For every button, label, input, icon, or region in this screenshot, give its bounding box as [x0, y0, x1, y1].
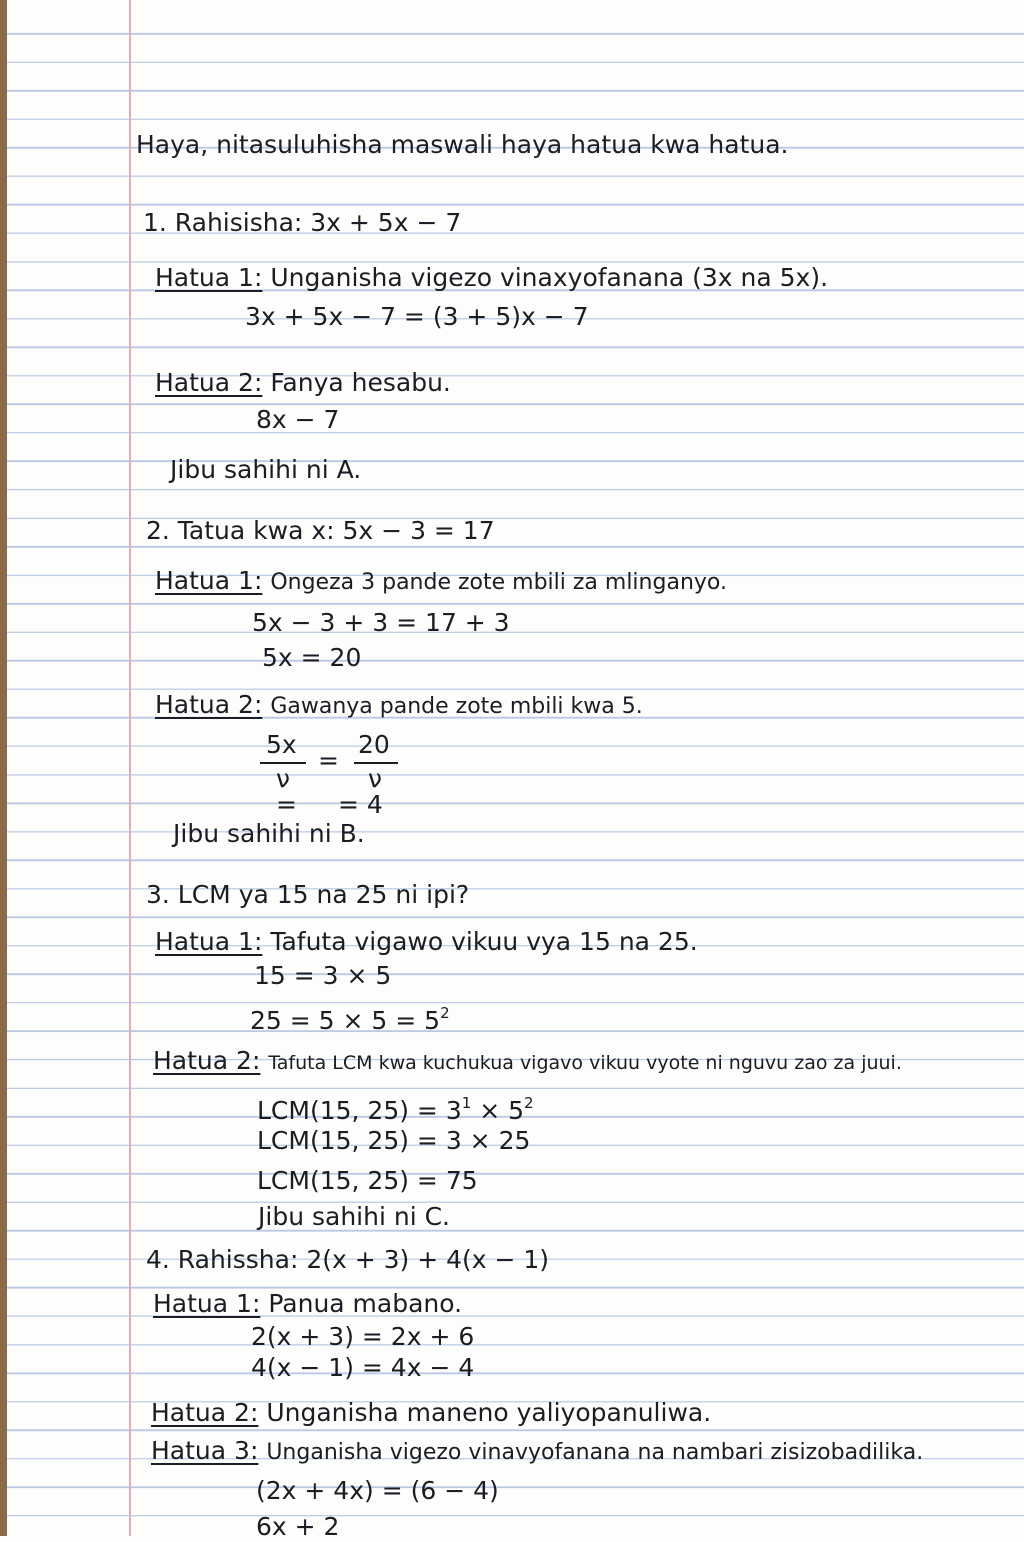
q1-step1-text: Unganisha vigezo vinaxyofanana (3x na 5x).	[270, 263, 829, 292]
q3-step1-equation-1: 15 = 3 × 5	[254, 961, 392, 990]
q2-fraction-equals: =	[318, 746, 339, 775]
q4-step3-equation-2: 6x + 2	[256, 1512, 340, 1541]
q1-step2-text: Fanya hesabu.	[270, 368, 451, 397]
q4-step2	[151, 1398, 711, 1428]
q2-answer: Jibu sahihi ni B.	[173, 819, 365, 848]
q2-step1-equation-1: 5x − 3 + 3 = 17 + 3	[252, 608, 510, 637]
margin-line	[129, 0, 131, 1536]
q3-step1	[155, 927, 698, 957]
q1-title: 1. Rahisisha: 3x + 5x − 7	[143, 208, 462, 237]
q1-answer: Jibu sahihi ni A.	[170, 455, 362, 484]
q1-step1	[155, 263, 828, 293]
q3-step1-text: Tafuta vigawo vikuu vya 15 na 25.	[270, 927, 698, 956]
q4-step1-equation-1: 2(x + 3) = 2x + 6	[251, 1322, 475, 1351]
q4-step2-text: Unganisha maneno yaliyopanuliwa.	[266, 1398, 712, 1427]
q1-step1-equation: 3x + 5x − 7 = (3 + 5)x − 7	[245, 302, 589, 331]
q4-step1-label: Hatua 1:	[153, 1289, 261, 1318]
q3-step2-equation-3: LCM(15, 25) = 75	[257, 1166, 478, 1195]
q2-fraction-right-denominator: ν	[368, 764, 382, 793]
q1-step2	[155, 368, 451, 398]
q4-step2-label: Hatua 2:	[151, 1398, 259, 1427]
q2-step1	[155, 566, 727, 598]
paper-edge	[0, 0, 7, 1536]
q3-step2	[153, 1046, 902, 1078]
q3-eq1-exponent-1: 1	[461, 1094, 472, 1112]
q4-step1-text: Panua mabano.	[268, 1289, 463, 1318]
q3-eq1-exponent-2: 2	[524, 1094, 534, 1112]
q3-eq1-right: × 5	[471, 1096, 525, 1125]
q3-step1-equation-2	[250, 998, 450, 1036]
q1-step2-equation: 8x − 7	[256, 405, 340, 434]
q2-step2	[155, 690, 643, 722]
q2-fraction-underline: =	[276, 790, 297, 819]
q3-step1-equation-2-base: 25 = 5 × 5 = 5	[250, 1006, 441, 1035]
q2-step1-equation-2: 5x = 20	[262, 643, 362, 672]
q4-title: 4. Rahissha: 2(x + 3) + 4(x − 1)	[146, 1245, 550, 1274]
q2-step2-label: Hatua 2:	[155, 690, 263, 719]
q3-title: 3. LCM ya 15 na 25 ni ipi?	[146, 880, 470, 909]
q2-title: 2. Tatua kwa x: 5x − 3 = 17	[146, 516, 495, 545]
q1-step1-label: Hatua 1:	[155, 263, 263, 292]
q2-fraction-left-numerator: 5x	[266, 730, 297, 759]
q3-step2-equation-1	[257, 1088, 534, 1126]
q4-step3	[151, 1436, 923, 1468]
intro-text: Haya, nitasuluhisha maswali haya hatua kwa hatua.	[136, 130, 789, 159]
q3-step1-equation-2-exponent: 2	[440, 1004, 450, 1022]
q1-step2-label: Hatua 2:	[155, 368, 263, 397]
q3-step2-equation-2: LCM(15, 25) = 3 × 25	[257, 1126, 531, 1155]
q2-step1-text: Ongeza 3 pande zote mbili za mlinganyo.	[270, 570, 727, 595]
q2-step1-label: Hatua 1:	[155, 566, 263, 595]
q3-step2-text: Tafuta LCM kwa kuchukua vigavo vikuu vyote ni nguvu zao za juui.	[268, 1052, 902, 1074]
q2-step2-text: Gawanya pande zote mbili kwa 5.	[270, 694, 643, 719]
q3-step2-label: Hatua 2:	[153, 1046, 261, 1075]
q3-answer: Jibu sahihi ni C.	[258, 1202, 450, 1231]
q3-eq1-left: LCM(15, 25) = 3	[257, 1096, 462, 1125]
q2-result: = 4	[338, 790, 383, 819]
q4-step3-label: Hatua 3:	[151, 1436, 259, 1465]
q2-fraction-left-denominator: ν	[276, 764, 290, 793]
q4-step3-equation-1: (2x + 4x) = (6 − 4)	[256, 1476, 499, 1505]
q4-step1-equation-2: 4(x − 1) = 4x − 4	[251, 1353, 475, 1382]
q4-step3-text: Unganisha vigezo vinavyofanana na nambari zisizobadilika.	[266, 1440, 924, 1465]
q2-fraction-right-numerator: 20	[358, 730, 390, 759]
q4-step1	[153, 1289, 462, 1319]
q3-step1-label: Hatua 1:	[155, 927, 263, 956]
